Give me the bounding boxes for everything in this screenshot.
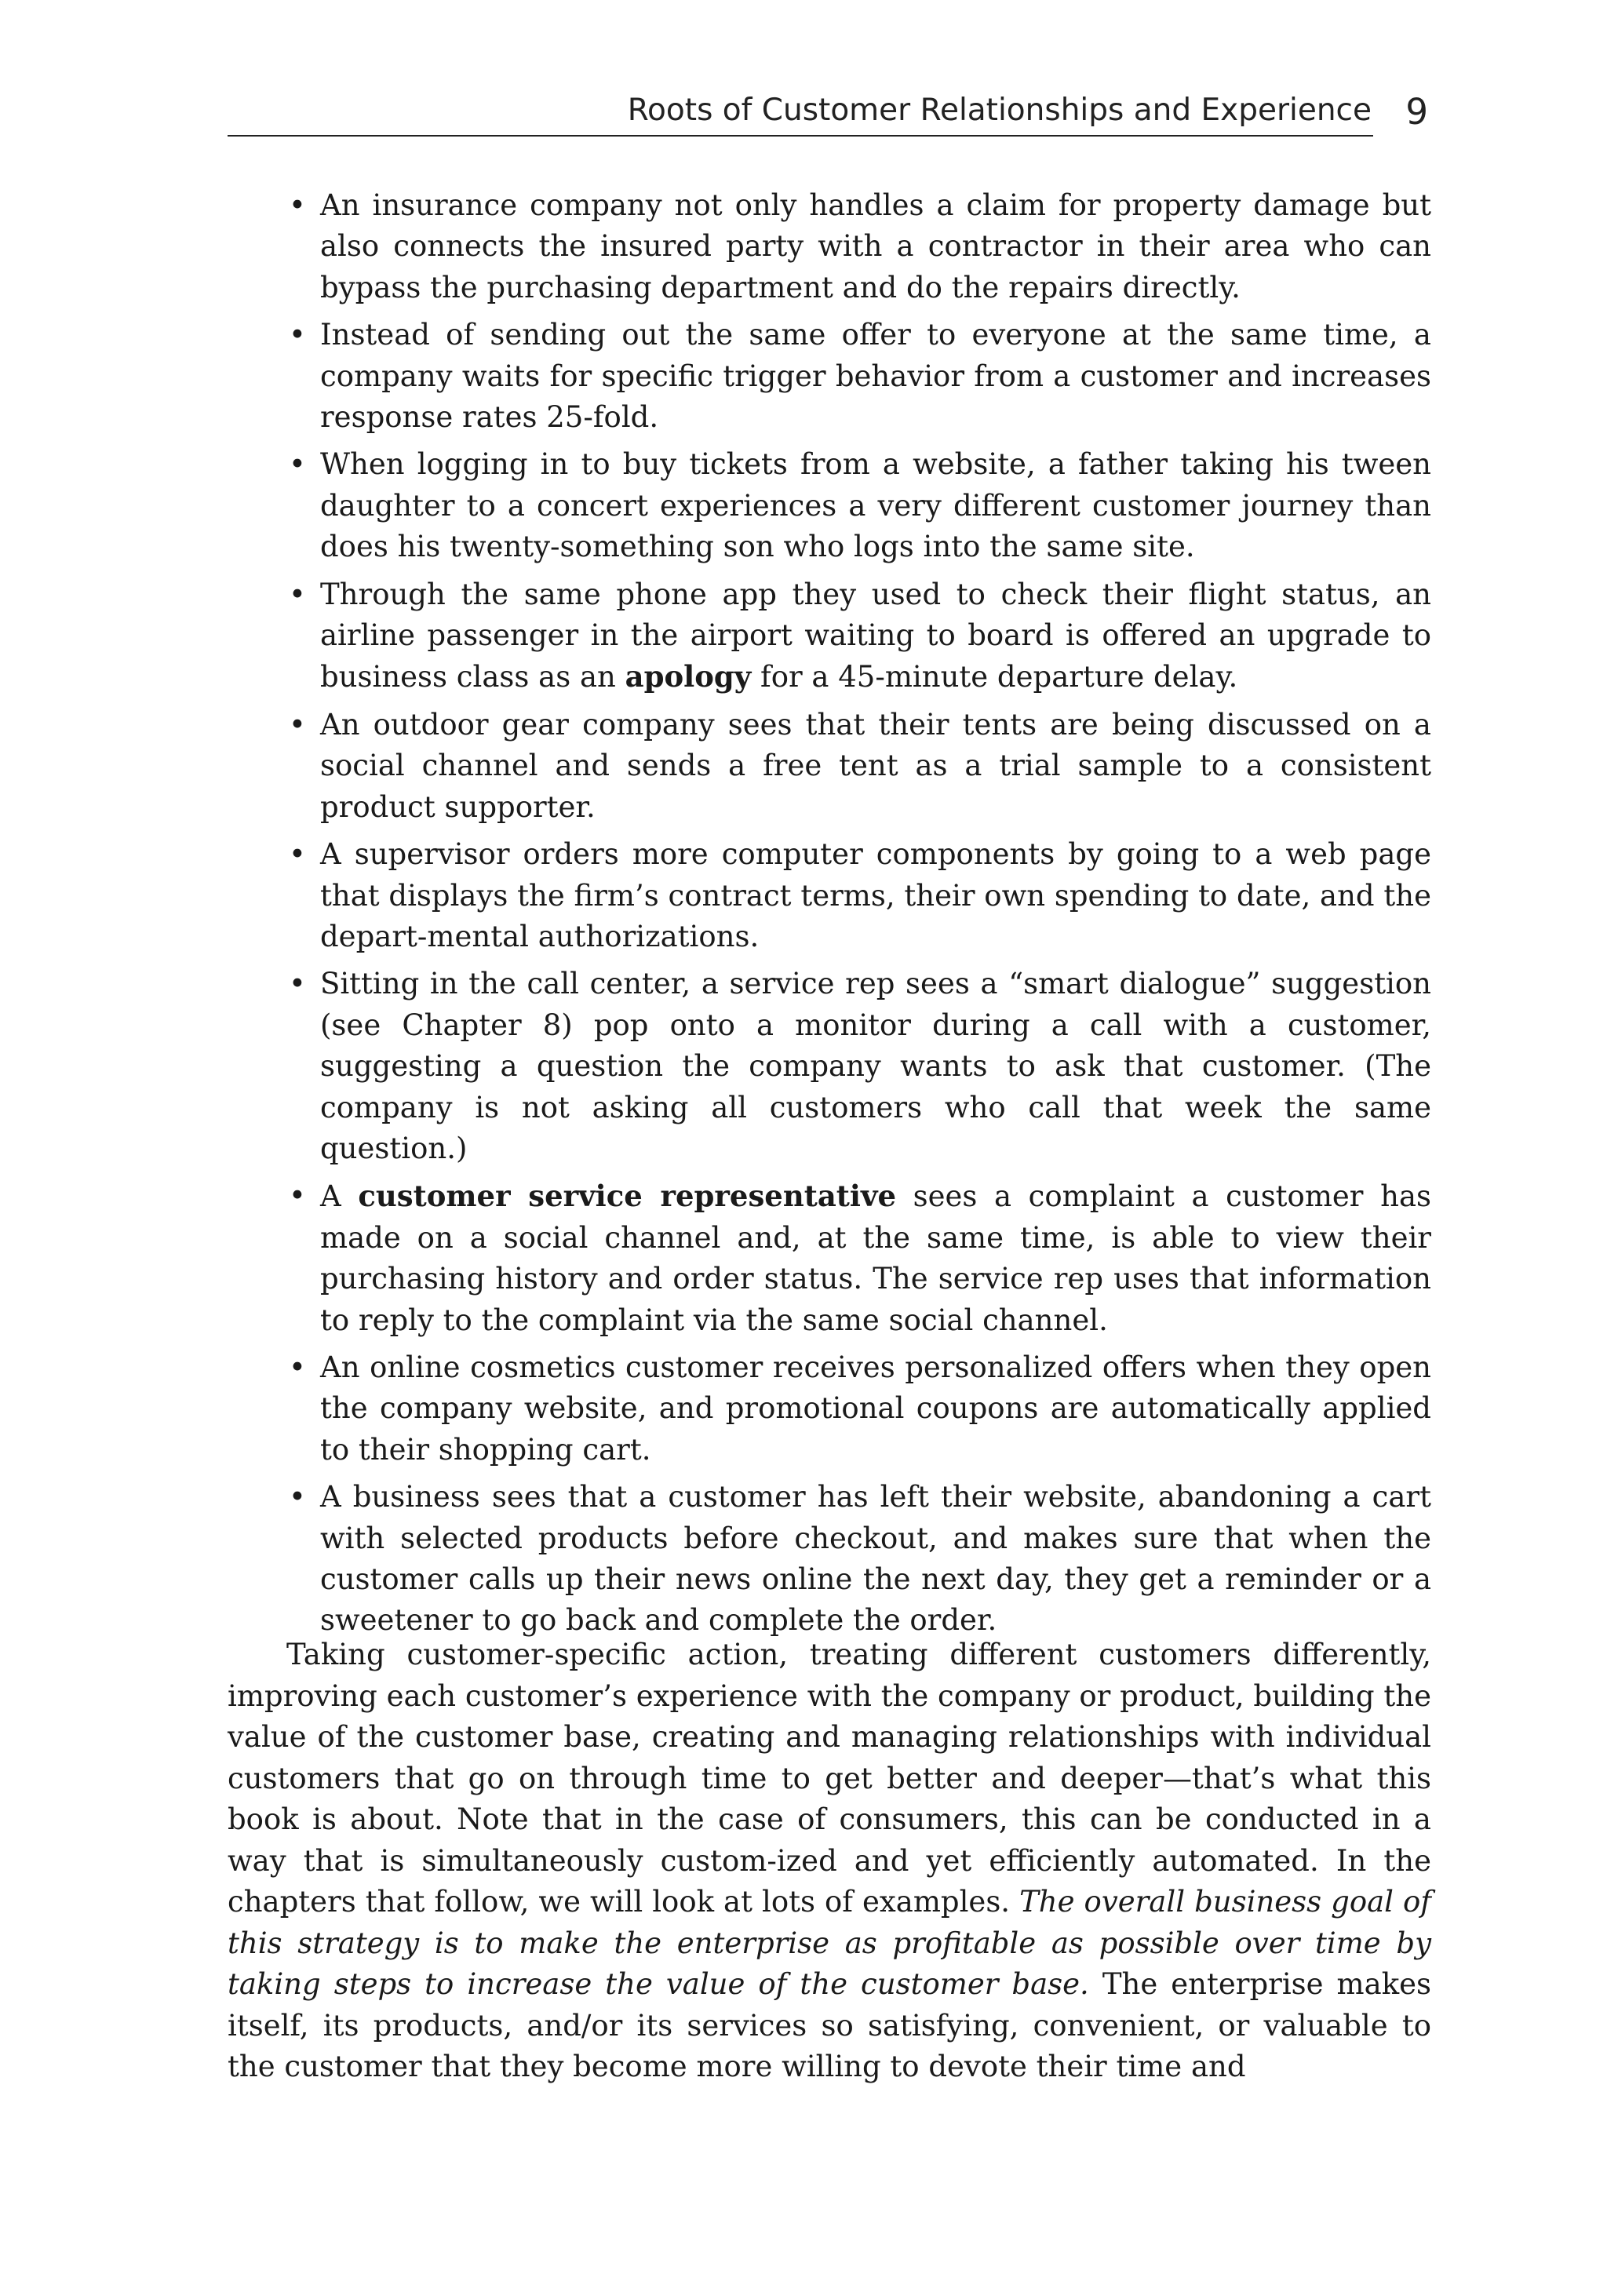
bullet-icon: • [289,837,306,872]
list-item-text: A [320,1179,359,1214]
list-item [289,444,1431,567]
list-item-text: An insurance company not only handles a claim for property damage but also connects the insured party with a contractor in their area who can bypass the purchasing department and do the repairs directly. [320,188,1431,304]
list-item [289,574,1431,698]
list-item-text: A business sees that a customer has left their website, abandoning a cart with selected products before checkout, and makes sure that when the customer calls up their news online the next day, they get a reminder or a sweetener to go back and complete the order. [320,1480,1431,1638]
running-header [228,86,1428,137]
bullet-icon: • [289,188,306,222]
bullet-icon: • [289,967,306,1001]
list-item-text: for a 45-minute departure delay. [751,660,1238,694]
list-item-text: A supervisor orders more computer components by going to a web page that displays the firm’s contract terms, their own spending to date, and the depart-mental authorizations. [320,837,1431,953]
body-paragraph [228,1635,1431,2088]
paragraph-italic-text: The overall business goal of this strategy is to make the enterprise as profitable as possible over time by taking steps to increase the value of the customer base. [228,1885,1431,2001]
bullet-icon: • [289,1179,306,1213]
bold-term-apology: apology [625,659,752,694]
bullet-list [289,185,1431,1648]
bullet-icon: • [289,447,306,482]
paragraph-text-continued: The enterprise makes itself, its products, and/or its services so satisfying, convenient, or valuable to the customer that they become more willing to devote their time and [228,1967,1432,2083]
list-item [289,1175,1431,1341]
list-item-text: Instead of sending out the same offer to everyone at the same time, a company waits for specific trigger behavior from a customer and increases response rates 25-fold. [320,318,1431,435]
list-item-text: Sitting in the call center, a service rep sees a “smart dialogue” suggestion (see Chapter 8) pop onto a monitor during a call with a customer, suggesting a question the company wants to ask that customer. (The company is not asking all customers who call that week the same question.) [320,967,1431,1165]
bullet-icon: • [289,577,306,611]
list-item [289,185,1431,308]
list-item [289,964,1431,1169]
bullet-icon: • [289,1480,306,1514]
list-item [289,1347,1431,1471]
list-item [289,705,1431,828]
bold-term-customer-service-representative: customer service representative [358,1179,896,1214]
list-item-text: Through the same phone app they used to check their flight status, an airline passenger in the airport waiting to board is offered an upgrade to business class as an [320,577,1431,694]
list-item-text: When logging in to buy tickets from a website, a father taking his tween daughter to a concert experiences a very different customer journey than does his twenty-something son who logs into the same site. [320,447,1431,564]
header-rule [228,135,1373,137]
list-item [289,1477,1431,1642]
list-item-text: sees a complaint a customer has made on a social channel and, at the same time, is able to view their purchasing history and order status. The service rep uses that information to reply to the complaint via the same social channel. [320,1179,1431,1337]
page-number: 9 [1405,91,1428,133]
list-item-text: An online cosmetics customer receives personalized offers when they open the company website, and promotional coupons are automatically applied to their shopping cart. [320,1350,1431,1467]
bullet-icon: • [289,1350,306,1384]
bullet-icon: • [289,707,306,742]
list-item [289,315,1431,438]
list-item [289,834,1431,957]
list-item-text: An outdoor gear company sees that their tents are being discussed on a social channel and sends a free tent as a trial sample to a consistent product supporter. [320,707,1431,824]
bullet-icon: • [289,318,306,352]
paragraph-text: Taking customer-specific action, treating different customers differently, improving each customer’s experience with the company or product, building the value of the customer base, creating and managing relationships with individual customers that go on through time to get better and deeper—that’s what this book is about. Note that in the case of consumers, this can be conducted in a way that is simultaneously custom-ized and yet efficiently automated. In the chapters that follow, we will look at lots of examples. [228,1638,1431,1919]
running-head-title: Roots of Customer Relationships and Experience [627,93,1372,128]
